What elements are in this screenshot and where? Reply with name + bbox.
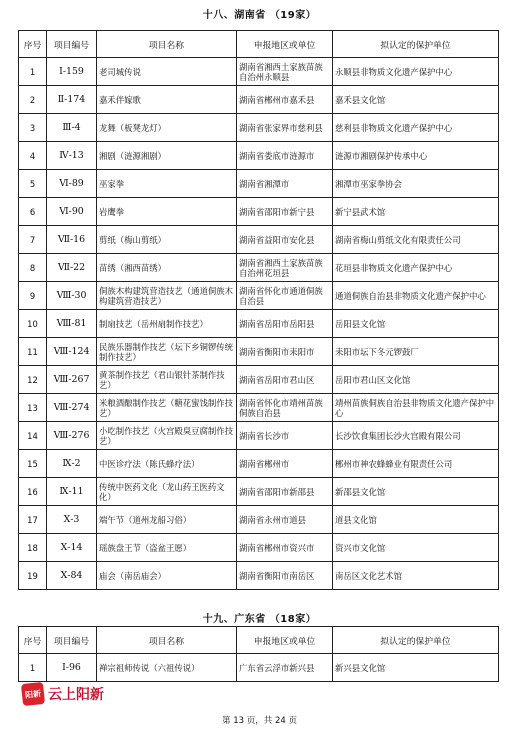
cell-code: Ⅶ-16 bbox=[47, 226, 97, 254]
cell-code: Ⅷ-267 bbox=[47, 366, 97, 394]
cell-index: 9 bbox=[19, 282, 47, 310]
header-protection-unit: 拟认定的保护单位 bbox=[333, 627, 499, 654]
logo-text: 云上阳新 bbox=[48, 687, 104, 703]
cell-region: 湖南省郴州市 bbox=[237, 450, 333, 478]
cell-index: 1 bbox=[19, 58, 47, 86]
table-row bbox=[19, 282, 499, 310]
cell-code: Ⅱ-174 bbox=[47, 86, 97, 114]
cell-protection-unit: 岳阳县文化馆 bbox=[333, 310, 499, 338]
cell-protection-unit: 花垣县非物质文化遗产保护中心 bbox=[333, 254, 499, 282]
header-protection-unit: 拟认定的保护单位 bbox=[333, 31, 499, 58]
app-logo bbox=[22, 683, 104, 705]
cell-project-name: 端午节（道州龙船习俗） bbox=[97, 506, 237, 534]
cell-protection-unit: 涟源市湘剧保护传承中心 bbox=[333, 142, 499, 170]
cell-protection-unit: 通道侗族自治县非物质文化遗产保护中心 bbox=[333, 282, 499, 310]
cell-region: 湖南省邵阳市新宁县 bbox=[237, 198, 333, 226]
cell-project-name: 巫家拳 bbox=[97, 170, 237, 198]
cell-index: 3 bbox=[19, 114, 47, 142]
cell-index: 15 bbox=[19, 450, 47, 478]
cell-code: Ⅰ-96 bbox=[47, 654, 97, 682]
cell-project-name: 瑶族盘王节（盗盆王愿） bbox=[97, 534, 237, 562]
cell-index: 18 bbox=[19, 534, 47, 562]
cell-project-name: 传统中医药文化（龙山药王医药文化） bbox=[97, 478, 237, 506]
cell-protection-unit: 湘潭市巫家拳协会 bbox=[333, 170, 499, 198]
header-index: 序号 bbox=[19, 31, 47, 58]
cell-index: 4 bbox=[19, 142, 47, 170]
cell-index: 6 bbox=[19, 198, 47, 226]
cell-region: 广东省云浮市新兴县 bbox=[237, 654, 333, 682]
cell-index: 10 bbox=[19, 310, 47, 338]
table-row bbox=[19, 170, 499, 198]
cell-region: 湖南省湘西土家族苗族自治州永顺县 bbox=[237, 58, 333, 86]
cell-project-name: 小吃制作技艺（火宫殿臭豆腐制作技艺） bbox=[97, 422, 237, 450]
header-region: 申报地区或单位 bbox=[237, 627, 333, 654]
cell-code: Ⅷ-274 bbox=[47, 394, 97, 422]
cell-index: 13 bbox=[19, 394, 47, 422]
cell-code: Ⅶ-22 bbox=[47, 254, 97, 282]
table-header-row bbox=[19, 31, 499, 58]
header-project-name: 项目名称 bbox=[97, 627, 237, 654]
cell-project-name: 庙会（南岳庙会） bbox=[97, 562, 237, 590]
table-row bbox=[19, 142, 499, 170]
table-row bbox=[19, 422, 499, 450]
cell-project-name: 苗绣（湘西苗绣） bbox=[97, 254, 237, 282]
cell-code: Ⅸ-11 bbox=[47, 478, 97, 506]
cell-project-name: 中医诊疗法（陈氏蜂疗法） bbox=[97, 450, 237, 478]
cell-region: 湖南省郴州市嘉禾县 bbox=[237, 86, 333, 114]
cell-region: 湖南省娄底市涟源市 bbox=[237, 142, 333, 170]
cell-protection-unit: 长沙饮食集团长沙火宫殿有限公司 bbox=[333, 422, 499, 450]
cell-code: Ⅹ-14 bbox=[47, 534, 97, 562]
cell-protection-unit: 南岳区文化艺术馆 bbox=[333, 562, 499, 590]
cell-code: Ⅵ-90 bbox=[47, 198, 97, 226]
cell-protection-unit: 永顺县非物质文化遗产保护中心 bbox=[333, 58, 499, 86]
cell-region: 湖南省衡阳市耒阳市 bbox=[237, 338, 333, 366]
cell-protection-unit: 湖南省梅山剪纸文化有限责任公司 bbox=[333, 226, 499, 254]
cell-region: 湖南省益阳市安化县 bbox=[237, 226, 333, 254]
cell-region: 湖南省岳阳市君山区 bbox=[237, 366, 333, 394]
logo-mark-icon: 阳新 bbox=[21, 682, 45, 706]
cell-index: 1 bbox=[19, 654, 47, 682]
table-row bbox=[19, 226, 499, 254]
cell-index: 7 bbox=[19, 226, 47, 254]
header-region: 申报地区或单位 bbox=[237, 31, 333, 58]
page-footer: 第 13 页，共 24 页 bbox=[222, 716, 297, 726]
table-row bbox=[19, 654, 499, 682]
cell-code: Ⅷ-124 bbox=[47, 338, 97, 366]
cell-region: 湖南省衡阳市南岳区 bbox=[237, 562, 333, 590]
cell-project-name: 米粮酒酿制作技艺（糖花蜜饯制作技艺） bbox=[97, 394, 237, 422]
table-row bbox=[19, 478, 499, 506]
table-row bbox=[19, 310, 499, 338]
cell-project-name: 黄茶制作技艺（君山银针茶制作技艺） bbox=[97, 366, 237, 394]
cell-protection-unit: 郴州市神农蜂蜂业有限责任公司 bbox=[333, 450, 499, 478]
cell-code: Ⅸ-2 bbox=[47, 450, 97, 478]
table-row bbox=[19, 198, 499, 226]
cell-project-name: 岩鹰拳 bbox=[97, 198, 237, 226]
cell-code: Ⅹ-84 bbox=[47, 562, 97, 590]
cell-project-name: 民族乐器制作技艺（坛下乡铜锣传统制作技艺） bbox=[97, 338, 237, 366]
table-row bbox=[19, 562, 499, 590]
cell-project-name: 剪纸（梅山剪纸） bbox=[97, 226, 237, 254]
table-row bbox=[19, 534, 499, 562]
cell-index: 17 bbox=[19, 506, 47, 534]
cell-protection-unit: 道县文化馆 bbox=[333, 506, 499, 534]
table-row bbox=[19, 506, 499, 534]
table-header-row bbox=[19, 627, 499, 654]
cell-project-name: 湘剧（涟源湘剧） bbox=[97, 142, 237, 170]
cell-protection-unit: 慈利县非物质文化遗产保护中心 bbox=[333, 114, 499, 142]
table-row bbox=[19, 338, 499, 366]
cell-project-name: 龙舞（板凳龙灯） bbox=[97, 114, 237, 142]
cell-index: 19 bbox=[19, 562, 47, 590]
cell-protection-unit: 新邵县文化馆 bbox=[333, 478, 499, 506]
cell-code: Ⅳ-13 bbox=[47, 142, 97, 170]
cell-protection-unit: 嘉禾县文化馆 bbox=[333, 86, 499, 114]
cell-protection-unit: 岳阳市君山区文化馆 bbox=[333, 366, 499, 394]
header-code: 项目编号 bbox=[47, 627, 97, 654]
cell-region: 湖南省郴州市资兴市 bbox=[237, 534, 333, 562]
cell-code: Ⅰ-159 bbox=[47, 58, 97, 86]
cell-region: 湖南省岳阳市岳阳县 bbox=[237, 310, 333, 338]
cell-code: Ⅲ-4 bbox=[47, 114, 97, 142]
cell-index: 14 bbox=[19, 422, 47, 450]
cell-project-name: 老司城传说 bbox=[97, 58, 237, 86]
cell-code: Ⅷ-276 bbox=[47, 422, 97, 450]
cell-region: 湖南省永州市道县 bbox=[237, 506, 333, 534]
cell-protection-unit: 靖州苗族侗族自治县非物质文化遗产保护中心 bbox=[333, 394, 499, 422]
cell-protection-unit: 耒阳市坛下冬元锣鼓厂 bbox=[333, 338, 499, 366]
cell-code: Ⅵ-89 bbox=[47, 170, 97, 198]
table-row bbox=[19, 394, 499, 422]
cell-region: 湖南省湘潭市 bbox=[237, 170, 333, 198]
guangdong-table bbox=[18, 626, 499, 682]
table-row bbox=[19, 58, 499, 86]
table-row bbox=[19, 114, 499, 142]
cell-code: Ⅷ-81 bbox=[47, 310, 97, 338]
cell-protection-unit: 新兴县文化馆 bbox=[333, 654, 499, 682]
cell-project-name: 禅宗祖师传说（六祖传说） bbox=[97, 654, 237, 682]
cell-project-name: 侗族木构建筑营造技艺（通道侗族木构建筑营造技艺） bbox=[97, 282, 237, 310]
cell-protection-unit: 资兴市文化馆 bbox=[333, 534, 499, 562]
table-row bbox=[19, 450, 499, 478]
cell-region: 湖南省张家界市慈利县 bbox=[237, 114, 333, 142]
cell-project-name: 制扇技艺（岳州扇制作技艺） bbox=[97, 310, 237, 338]
cell-index: 2 bbox=[19, 86, 47, 114]
section-title-hunan: 十八、湖南省 （19家） bbox=[202, 10, 317, 21]
cell-code: Ⅹ-3 bbox=[47, 506, 97, 534]
cell-region: 湖南省怀化市靖州苗族侗族自治县 bbox=[237, 394, 333, 422]
cell-index: 11 bbox=[19, 338, 47, 366]
cell-index: 8 bbox=[19, 254, 47, 282]
cell-index: 12 bbox=[19, 366, 47, 394]
table-row bbox=[19, 86, 499, 114]
cell-protection-unit: 新宁县武术馆 bbox=[333, 198, 499, 226]
cell-region: 湖南省湘西土家族苗族自治州花垣县 bbox=[237, 254, 333, 282]
cell-region: 湖南省长沙市 bbox=[237, 422, 333, 450]
table-row bbox=[19, 366, 499, 394]
cell-region: 湖南省怀化市通道侗族自治县 bbox=[237, 282, 333, 310]
cell-index: 16 bbox=[19, 478, 47, 506]
section-title-guangdong: 十九、广东省 （18家） bbox=[202, 614, 317, 625]
table-row bbox=[19, 254, 499, 282]
cell-project-name: 嘉禾伴嫁歌 bbox=[97, 86, 237, 114]
cell-index: 5 bbox=[19, 170, 47, 198]
cell-region: 湖南省邵阳市新邵县 bbox=[237, 478, 333, 506]
hunan-table bbox=[18, 30, 499, 590]
header-project-name: 项目名称 bbox=[97, 31, 237, 58]
header-code: 项目编号 bbox=[47, 31, 97, 58]
header-index: 序号 bbox=[19, 627, 47, 654]
cell-code: Ⅷ-30 bbox=[47, 282, 97, 310]
